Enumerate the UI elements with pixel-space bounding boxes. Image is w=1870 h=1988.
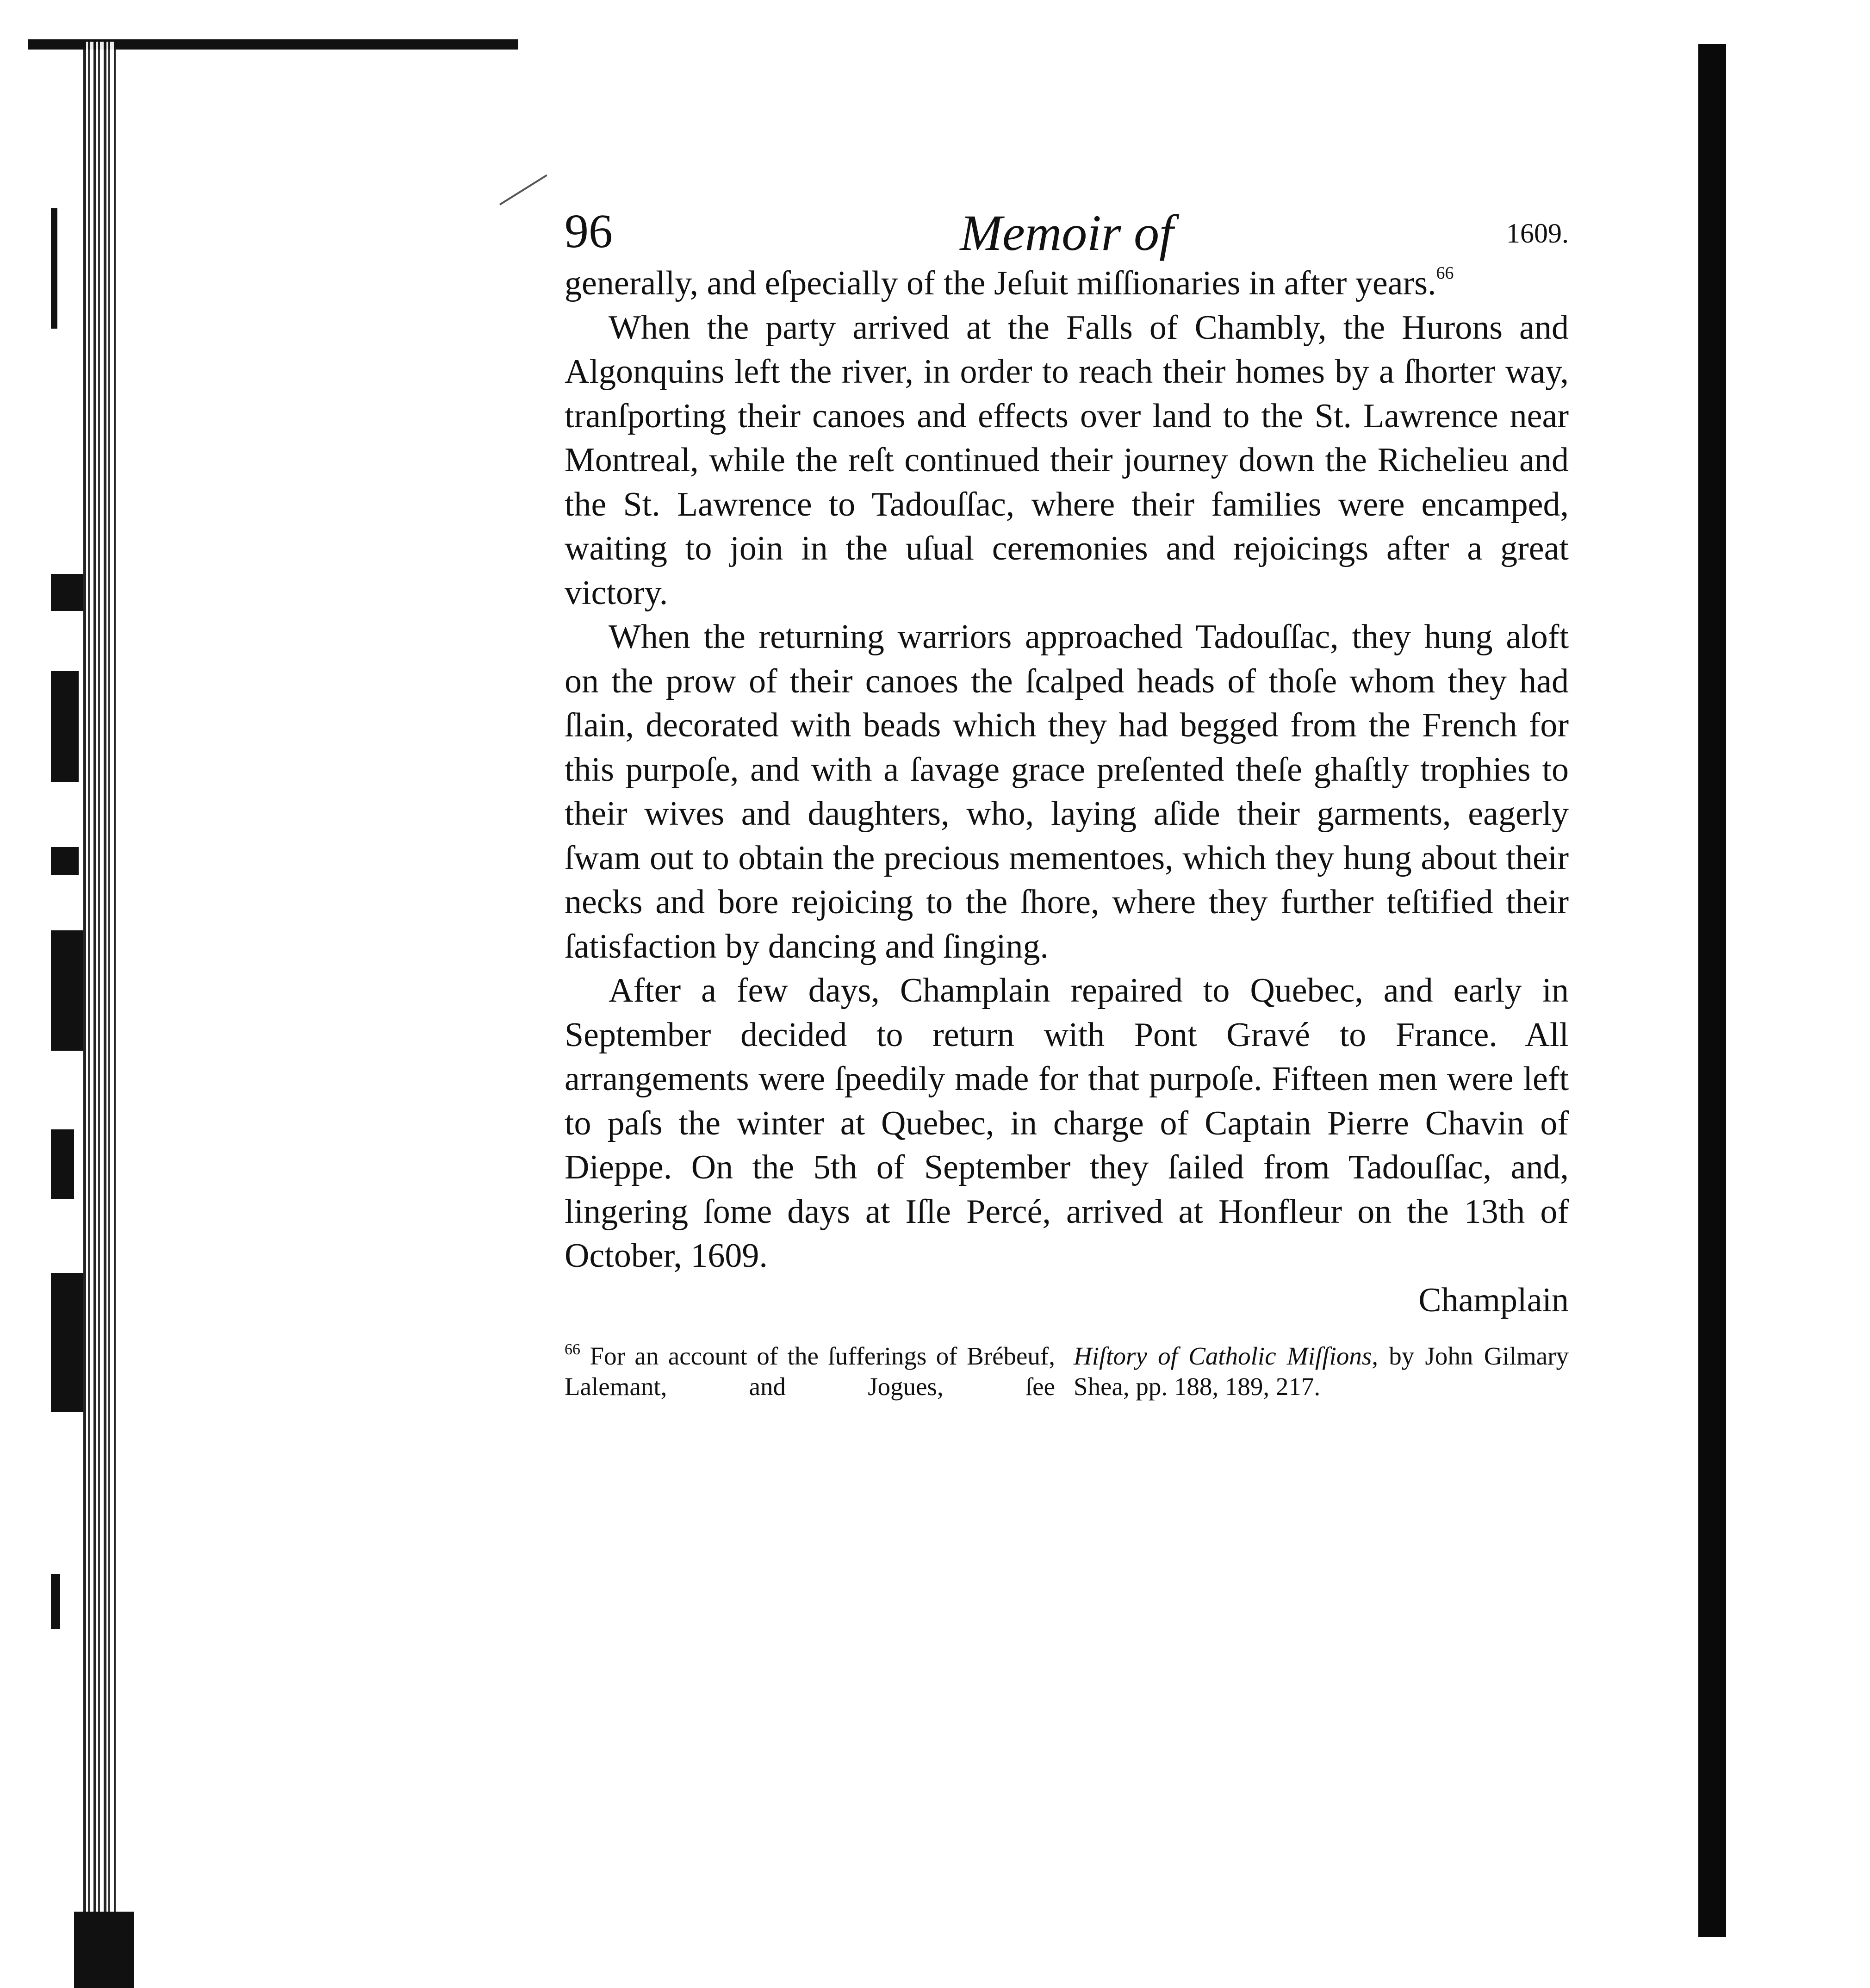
- footnote-left-column: [565, 1341, 1055, 1402]
- paragraph: [565, 615, 1569, 969]
- footnote-marker: 66: [565, 1341, 580, 1358]
- gutter-marks: [14, 208, 83, 1782]
- running-year: 1609.: [1506, 218, 1569, 249]
- pencil-mark: [499, 174, 547, 206]
- text-block: [565, 194, 1569, 1402]
- catchword: Champlain: [1418, 1281, 1569, 1319]
- footnote-left-text: For an account of the ſufferings of Brébeuf, Lalemant, and Jogues, ſee: [565, 1342, 1055, 1401]
- running-title: Memoir of: [960, 205, 1174, 261]
- running-head: [565, 194, 1569, 259]
- paragraph-text: generally, and eſpecially of the Jeſuit miſſionaries in after years.: [565, 264, 1436, 302]
- footnote: [565, 1341, 1569, 1402]
- footnote-right-column: [1074, 1341, 1569, 1402]
- footnote-reference: 66: [1436, 263, 1454, 283]
- footnote-book-title: Hiſtory of Catholic Miſſions,: [1074, 1342, 1378, 1370]
- paragraph-text: After a few days, Champlain repaired to Quebec, and early in September decided to return with Pont Gravé to France. All arrangements were ſpeedily made for that purpoſe. Fifteen men were left to paſs the winter at Quebec, in charge of Captain Pierre Chavin of Dieppe. On the 5th of September they ſailed from Tadouſſac, and, lingering ſome days at Iſle Percé, arrived at Honfleur on the 13th of October, 1609.: [565, 972, 1569, 1275]
- page-edge-right: [1698, 44, 1726, 1937]
- footnote-right-text: by John Gilmary Shea, pp. 188, 189, 217.: [1074, 1342, 1569, 1401]
- paragraph: [565, 262, 1569, 306]
- page-number: 96: [565, 205, 613, 258]
- paragraph-text: When the returning warriors approached Tadouſſac, they hung aloft on the prow of their canoes the ſcalped heads of thoſe whom they had ſlain, decorated with beads which they had begged from the French for this purpoſe, and with a ſavage grace preſented theſe ghaſtly trophies to their wives and daughters, who, laying aſide their garments, eagerly ſwam out to obtain the precious mementoes, which they hung about their necks and bore rejoicing to the ſhore, where they further teſtified their ſatisfaction by dancing and ſinging.: [565, 618, 1569, 966]
- binding-spine: [83, 42, 116, 1949]
- binding-corner: [74, 1912, 134, 1988]
- paragraph: [565, 969, 1569, 1278]
- body-text: [565, 262, 1569, 1278]
- paragraph: [565, 306, 1569, 616]
- paragraph-text: When the party arrived at the Falls of Chambly, the Hurons and Algonquins left the river, in order to reach their homes by a ſhorter way, tranſporting their canoes and effects over land to the St. Lawrence near Montreal, while the reſt continued their journey down the Richelieu and the St. Lawrence to Tadouſſac, where their families were encamped, waiting to join in the uſual ceremonies and rejoicings after a great victory.: [565, 308, 1569, 612]
